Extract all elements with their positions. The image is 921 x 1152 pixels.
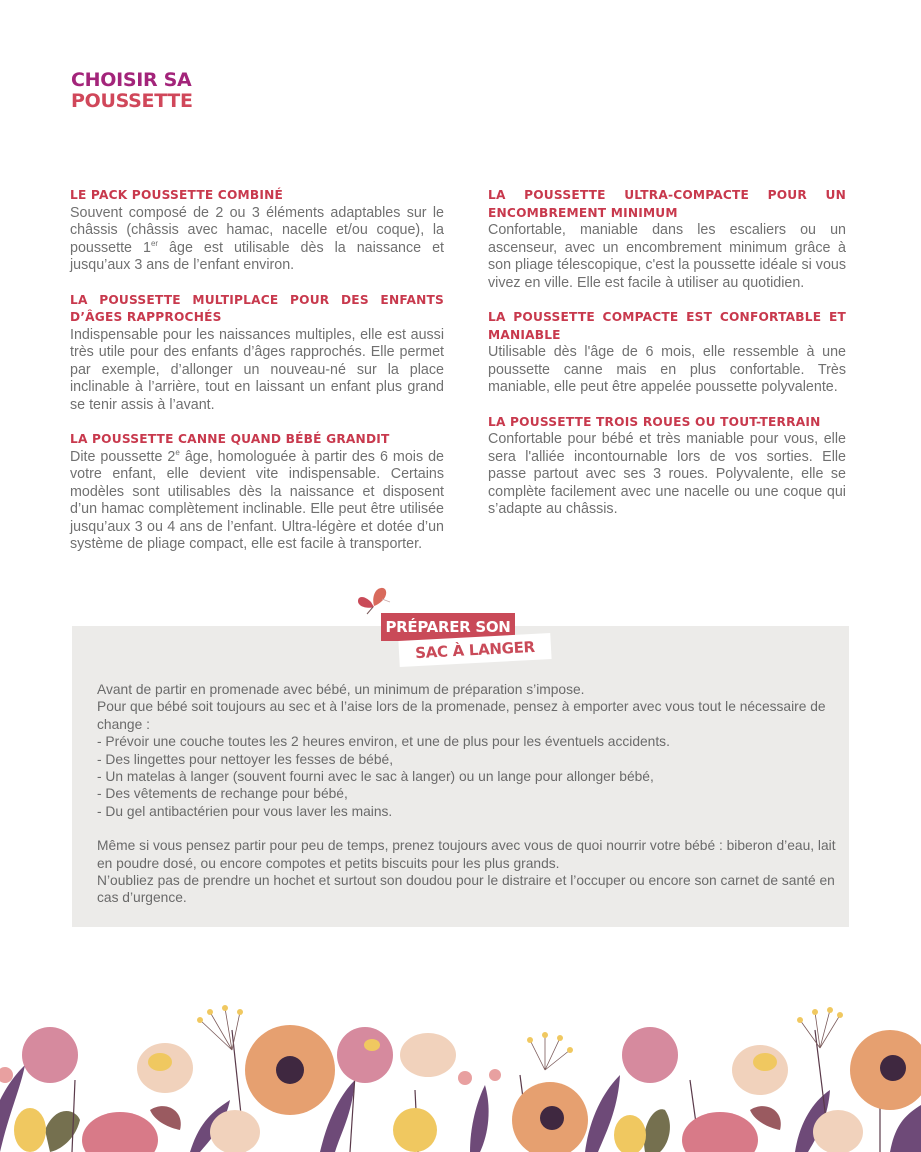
section-heading: LA POUSSETTE TROIS ROUES OU TOUT-TERRAIN — [488, 414, 821, 429]
section-compacte — [488, 309, 846, 397]
page-title-line1: CHOISIR SA — [71, 69, 192, 91]
body-text: Souvent composé de 2 ou 3 éléments adaptables sur le châssis (châssis avec hamac, nacelle et/ou coque), la poussette 1 — [70, 204, 444, 256]
page-title — [71, 70, 193, 112]
box-list-item: - Des vêtements de rechange pour bébé, — [97, 786, 348, 802]
section-body: Indispensable pour les naissances multiples, elle est aussi très utile pour des enfants d’âges rapprochés. Elle permet par exemple, d’allonger un nouveau-né sur la place inclinable à l’arrière, tout en laissant un enfant plus grand se tenir assis à l’avant. — [70, 326, 444, 413]
box-content — [97, 681, 837, 907]
box-title-line1: PRÉPARER SON — [381, 613, 515, 641]
section-heading: LA POUSSETTE ULTRA-COMPACTE POUR UN ENCOMBREMENT MINIMUM — [488, 188, 846, 220]
box-list-item: - Prévoir une couche toutes les 2 heures environ, et une de plus pour les éventuels accidents. — [97, 734, 670, 750]
section-pack-combine — [70, 187, 444, 275]
floral-border-illustration — [0, 1000, 921, 1152]
box-line: Même si vous pensez partir pour peu de temps, prenez toujours avec vous de quoi nourrir votre bébé : biberon d’eau, lait en poudre dosé, ou encore compotes et petits biscuits pour les plus grands. — [97, 838, 836, 871]
section-body — [70, 449, 444, 554]
left-column — [70, 187, 444, 571]
body-text: âge est utilisable dès la naissance et jusqu’aux 3 ans de l’enfant environ. — [70, 239, 444, 273]
box-line: Pour que bébé soit toujours au sec et à l’aise lors de la promenade, pensez à emporter avec vous tout le nécessaire de change : — [97, 699, 826, 732]
box-line: Avant de partir en promenade avec bébé, un minimum de préparation s’impose. — [97, 682, 585, 697]
superscript: er — [150, 238, 159, 248]
box-list-item: - Des lingettes pour nettoyer les fesses de bébé, — [97, 751, 394, 767]
section-canne — [70, 431, 444, 554]
section-heading: LE PACK POUSSETTE COMBINÉ — [70, 188, 283, 202]
section-multiplace — [70, 292, 444, 415]
section-trois-roues — [488, 414, 846, 519]
section-heading: LA POUSSETTE COMPACTE EST CONFORTABLE ET MANIABLE — [488, 310, 846, 342]
box-list-item: - Un matelas à langer (souvent fourni avec le sac à langer) ou un lange pour allonger bébé, — [97, 769, 654, 785]
body-text: âge, homologuée à partir des 6 mois de votre enfant, elle devient vite indispensable. Certains modèles sont utilisables dès la naissance et disposent d’un hamac complètement inclinable. Elle peut être utilisée jusqu’aux 3 ou 4 ans de l’enfant. Ultra-légère et dotée d’un système de pliage compact, elle est facile à transporter. — [70, 448, 444, 552]
right-column — [488, 187, 846, 536]
box-list-item: - Du gel antibactérien pour vous laver les mains. — [97, 803, 393, 819]
section-body: Confortable, maniable dans les escaliers ou un ascenseur, avec un encombrement minimum grâce à son pliage télescopique, c'est la poussette idéale si vous vivez en ville. Elle est facile à utiliser au quotidien. — [488, 222, 846, 291]
section-body: Utilisable dès l'âge de 6 mois, elle ressemble à une poussette canne mais en plus confortable. Très maniable, elle peut être appelée poussette polyvalente. — [488, 344, 846, 395]
section-ultra-compacte — [488, 187, 846, 292]
body-text: Dite poussette 2 — [70, 448, 176, 465]
page-title-line2: POUSSETTE — [71, 90, 193, 112]
section-heading: LA POUSSETTE CANNE QUAND BÉBÉ GRANDIT — [70, 432, 390, 446]
section-body: Confortable pour bébé et très maniable pour vous, elle sera l'alliée incontournable lors de vos sorties. Elle passe partout avec ses 3 roues. Polyvalente, elle se complète facilement avec une nacelle ou une coque qui s’adapte au châssis. — [488, 431, 846, 517]
section-body — [70, 205, 444, 275]
box-line: N’oubliez pas de prendre un hochet et surtout son doudou pour le distraire et l’occuper ou encore son carnet de santé en cas d’urgence. — [97, 873, 835, 906]
box-title-line2: SAC À LANGER — [398, 633, 551, 667]
section-heading: LA POUSSETTE MULTIPLACE POUR DES ENFANTS D’ÂGES RAPPROCHÉS — [70, 292, 444, 324]
superscript: e — [175, 447, 180, 457]
